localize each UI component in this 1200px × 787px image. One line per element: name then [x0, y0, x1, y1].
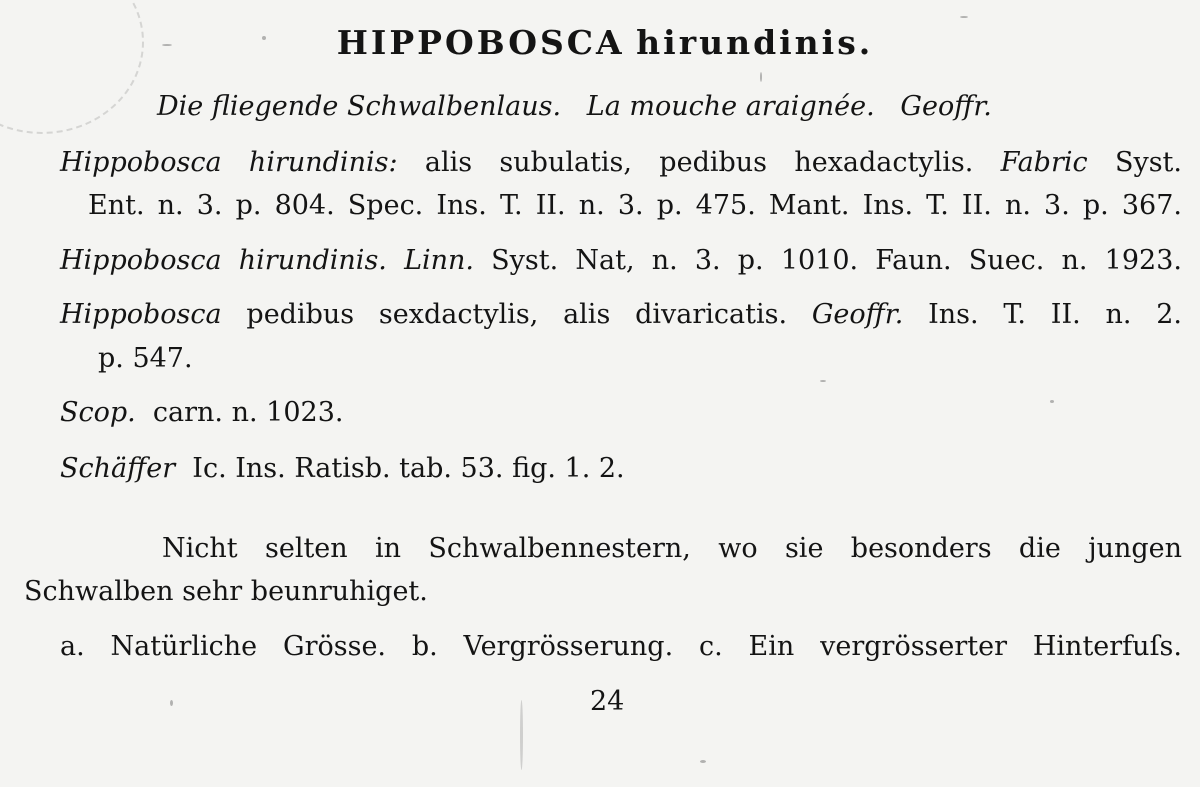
ink-speck: [760, 72, 762, 82]
french-name: La mouche araignée.: [586, 91, 875, 122]
reference-1-line1: [60, 146, 1182, 180]
library-stamp: [0, 0, 144, 134]
german-name: Die fliegende Schwalbenlaus.: [157, 91, 562, 122]
reference-2: [60, 244, 1182, 278]
reference-2-name: Hippobosca hirundinis.: [60, 245, 387, 276]
page-title: [0, 23, 1200, 62]
body-text-1: Nicht selten in Schwalbennestern, wo sie besonders die jungen: [162, 533, 1182, 564]
reference-3-author: Geoffr.: [811, 299, 904, 330]
reference-1-line2: [88, 189, 1182, 223]
reference-5-text: Ic. Ins. Ratisb. tab. 53. fig. 1. 2.: [192, 453, 625, 484]
body-line-2: [24, 575, 428, 609]
reference-5: [60, 452, 625, 486]
ink-speck: [520, 700, 523, 770]
ink-speck: [170, 700, 173, 706]
reference-1-name: Hippobosca hirundinis:: [60, 147, 398, 178]
reference-3-name: Hippobosca: [60, 299, 222, 330]
reference-3-line1: [60, 298, 1182, 332]
reference-5-author: Schäffer: [60, 453, 176, 484]
ink-speck: [960, 16, 968, 18]
body-text-2: Schwalben sehr beunruhiget.: [24, 576, 428, 607]
common-names: [157, 90, 992, 124]
ink-speck: [1050, 400, 1054, 403]
reference-1-tail: Syst.: [1114, 147, 1182, 178]
reference-3-page: p. 547.: [98, 343, 193, 374]
legend-text: a. Natürliche Grösse. b. Vergrösserung. c. Ein vergrösserter Hinterfuſs.: [60, 631, 1182, 662]
ink-speck: [820, 380, 826, 382]
reference-3-line2: [98, 342, 193, 376]
reference-1-text: alis subulatis, pedibus hexadactylis.: [424, 147, 974, 178]
body-line-1: [162, 532, 1182, 566]
reference-2-author: Linn.: [404, 245, 474, 276]
ink-speck: [700, 760, 706, 763]
reference-3-tail: Ins. T. II. n. 2.: [928, 299, 1183, 330]
page-number: 24: [590, 686, 625, 717]
species-title: hirundinis.: [636, 23, 874, 62]
reference-4-text: carn. n. 1023.: [152, 397, 344, 428]
reference-1-citation: Ent. n. 3. p. 804. Spec. Ins. T. II. n. 3. p. 475. Mant. Ins. T. II. n. 3. p. 367.: [88, 190, 1182, 221]
french-author: Geoffr.: [900, 91, 992, 122]
reference-4: [60, 396, 343, 430]
reference-4-author: Scop.: [60, 397, 136, 428]
genus-title: HIPPOBOSCA: [336, 23, 625, 62]
reference-1-author: Fabric: [1000, 147, 1088, 178]
reference-2-text: Syst. Nat, n. 3. p. 1010. Faun. Suec. n. 1923.: [491, 245, 1182, 276]
reference-3-text: pedibus sexdactylis, alis divaricatis.: [246, 299, 788, 330]
figure-legend: [60, 630, 1182, 664]
